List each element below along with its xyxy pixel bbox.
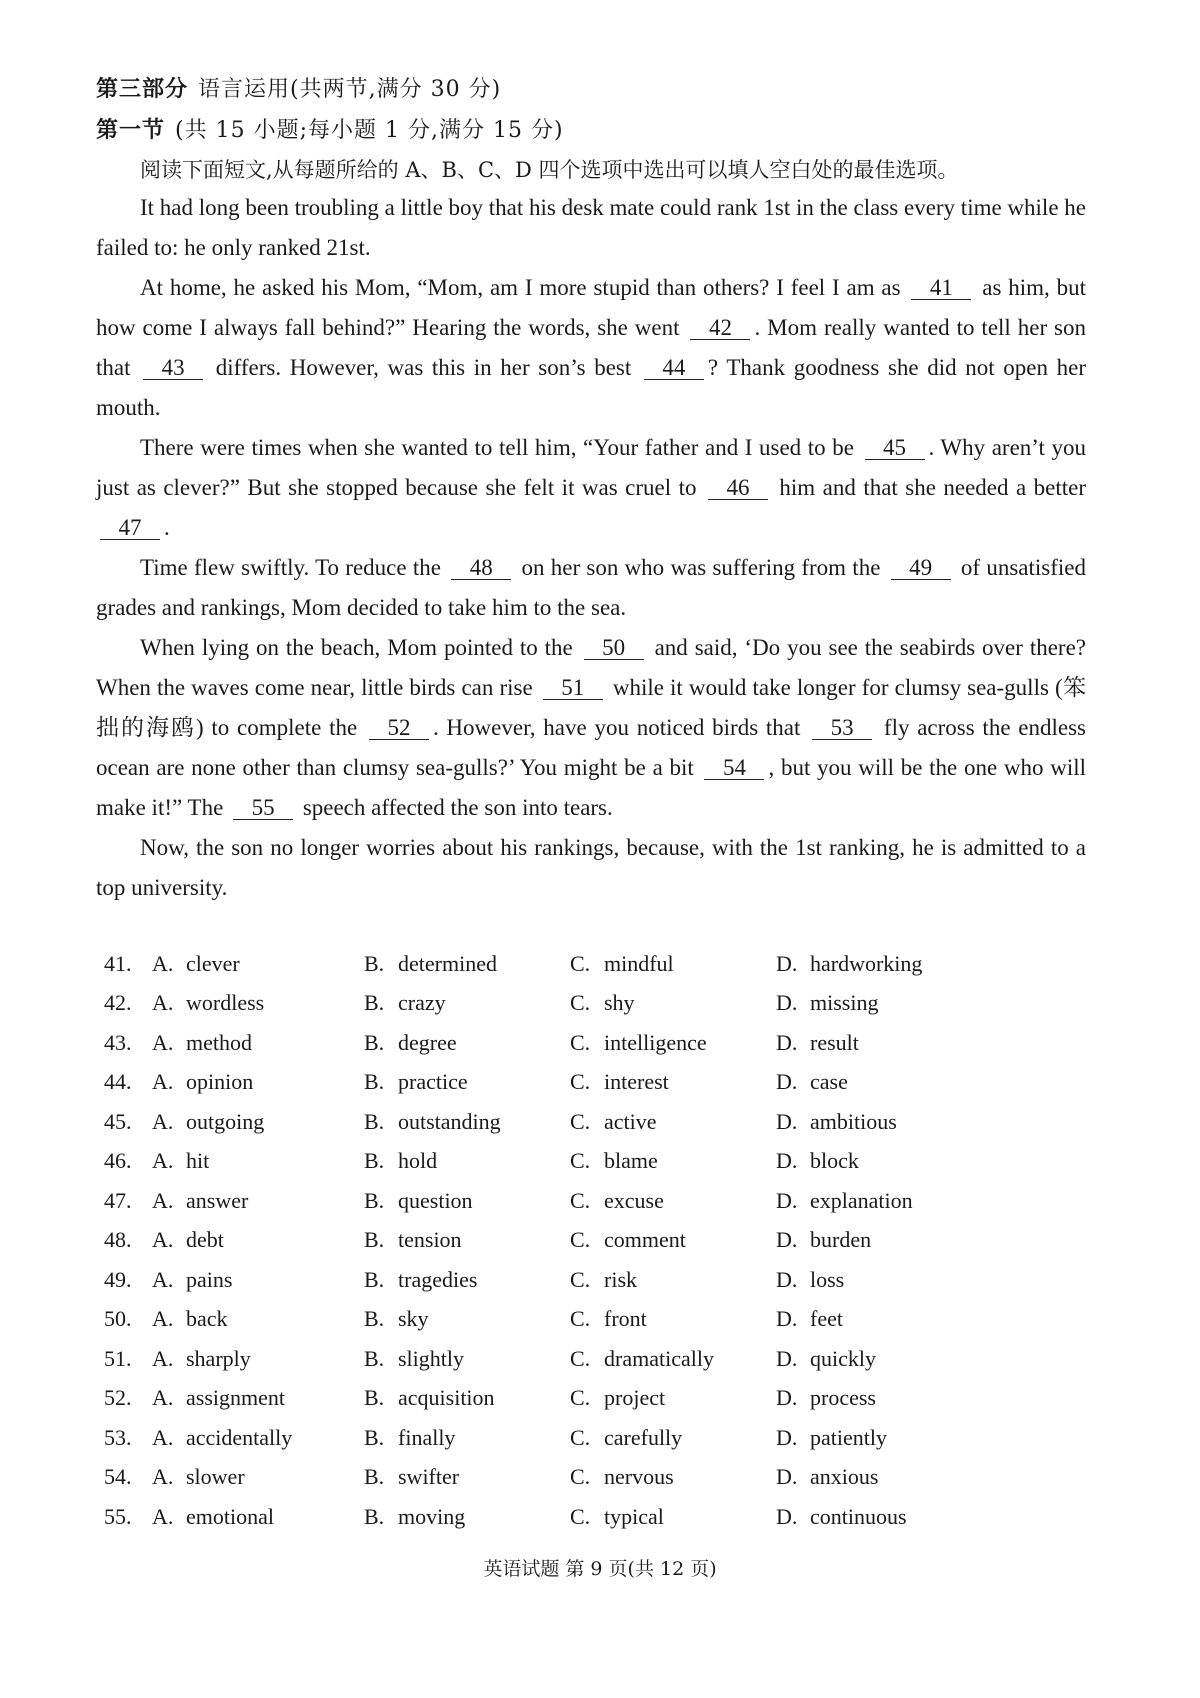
option-word: method [186,1029,252,1055]
option-a [104,951,364,977]
option-word: wordless [186,990,265,1016]
blank-47: 47 [100,517,160,540]
passage-text: Time flew swiftly. To reduce the [140,555,448,580]
question-row-53 [104,1418,1104,1458]
blank-54: 54 [704,757,764,780]
option-word: project [604,1385,666,1411]
option-letter: C. [570,1227,591,1253]
option-a [104,1148,364,1174]
option-letter: B. [364,1227,385,1253]
option-letter: B. [364,1503,385,1529]
passage-text: . [164,515,170,540]
option-c [570,1504,776,1530]
option-c [570,1306,776,1332]
option-word: pains [186,1266,233,1292]
option-word: typical [604,1503,664,1529]
option-b [364,1306,570,1332]
option-b [364,1148,570,1174]
question-number: 54. [104,1464,132,1490]
option-letter: B. [364,1345,385,1371]
option-b [364,1425,570,1451]
option-word: loss [810,1266,845,1292]
option-word: ambitious [810,1108,897,1134]
option-b [364,1030,570,1056]
option-letter: D. [776,950,798,976]
option-word: assignment [186,1385,285,1411]
option-c [570,1188,776,1214]
option-letter: B. [364,1266,385,1292]
passage-paragraph [96,828,1086,908]
option-word: determined [398,950,497,976]
passage-paragraph [96,548,1086,628]
passage-paragraph [96,188,1086,268]
option-word: quickly [810,1345,876,1371]
option-letter: D. [776,1266,798,1292]
option-b [364,1227,570,1253]
option-word: active [604,1108,657,1134]
passage-text: on her son who was suffering from the [515,555,887,580]
option-word: practice [398,1069,468,1095]
option-word: back [186,1306,228,1332]
option-b [364,1069,570,1095]
question-number: 47. [104,1187,132,1213]
option-c [570,1464,776,1490]
passage-paragraph [96,628,1086,828]
option-letter: D. [776,1503,798,1529]
option-letter: A. [152,1266,174,1292]
question-number: 43. [104,1029,132,1055]
passage-paragraph [96,268,1086,428]
option-word: accidentally [186,1424,293,1450]
option-word: acquisition [398,1385,495,1411]
option-a [104,1227,364,1253]
option-d [776,1109,996,1135]
option-letter: D. [776,1187,798,1213]
option-word: moving [398,1503,466,1529]
option-letter: A. [152,1306,174,1332]
option-word: crazy [398,990,446,1016]
option-letter: B. [364,1108,385,1134]
option-letter: B. [364,1187,385,1213]
option-word: anxious [810,1464,879,1490]
option-d [776,1030,996,1056]
cloze-passage [96,188,1086,908]
passage-text: . However, have you noticed birds that [432,715,809,740]
option-letter: A. [152,1029,174,1055]
option-letter: C. [570,1029,591,1055]
passage-text: When lying on the beach, Mom pointed to the [140,635,580,660]
option-word: case [810,1069,848,1095]
option-letter: D. [776,1306,798,1332]
question-number: 46. [104,1148,132,1174]
part-heading [96,72,501,103]
option-word: question [398,1187,473,1213]
option-letter: B. [364,1464,385,1490]
option-d [776,951,996,977]
question-row-46 [104,1142,1104,1182]
question-number: 53. [104,1424,132,1450]
option-word: shy [604,990,635,1016]
option-d [776,1504,996,1530]
blank-49: 49 [891,557,951,580]
option-letter: A. [152,1227,174,1253]
option-c [570,1346,776,1372]
option-letter: A. [152,1345,174,1371]
option-c [570,1148,776,1174]
option-word: blame [604,1148,658,1174]
option-word: tension [398,1227,462,1253]
option-word: continuous [810,1503,907,1529]
option-letter: C. [570,950,591,976]
option-word: explanation [810,1187,913,1213]
option-letter: B. [364,1385,385,1411]
question-row-50 [104,1300,1104,1340]
blank-41: 41 [911,277,971,300]
blank-48: 48 [451,557,511,580]
passage-text: fly across the endless ocean are none other than clumsy sea-gulls?’ You might be a bit [96,715,1086,780]
option-d [776,1188,996,1214]
option-d [776,1227,996,1253]
option-a [104,1385,364,1411]
option-word: intelligence [604,1029,707,1055]
option-d [776,1346,996,1372]
option-b [364,1267,570,1293]
option-letter: C. [570,1385,591,1411]
option-letter: D. [776,1385,798,1411]
option-d [776,1306,996,1332]
question-row-52 [104,1379,1104,1419]
option-letter: C. [570,1345,591,1371]
passage-text: At home, he asked his Mom, “Mom, am I more stupid than others? I feel I am as [140,275,908,300]
question-number: 52. [104,1385,132,1411]
option-letter: A. [152,1108,174,1134]
option-word: slower [186,1464,245,1490]
part-title: 第三部分 [96,76,189,102]
option-d [776,1069,996,1095]
passage-text: . Why aren’t you just as clever?” But she stopped because she felt it was cruel to [96,435,1086,500]
option-c [570,990,776,1016]
option-d [776,1267,996,1293]
option-a [104,1188,364,1214]
blank-53: 53 [812,717,872,740]
option-word: patiently [810,1424,887,1450]
option-letter: D. [776,1108,798,1134]
blank-42: 42 [690,317,750,340]
passage-text: and said, ‘Do you see the seabirds over there? When the waves come near, little birds can rise [96,635,1086,700]
option-letter: A. [152,1503,174,1529]
option-a [104,1346,364,1372]
question-row-42 [104,984,1104,1024]
option-word: carefully [604,1424,683,1450]
option-letter: C. [570,1503,591,1529]
question-number: 45. [104,1108,132,1134]
option-d [776,1425,996,1451]
option-letter: B. [364,1148,385,1174]
option-b [364,1346,570,1372]
question-row-48 [104,1221,1104,1261]
option-letter: B. [364,950,385,976]
question-row-43 [104,1023,1104,1063]
option-letter: C. [570,990,591,1016]
question-row-47 [104,1181,1104,1221]
section-subtitle: (共 15 小题;每小题 1 分,满分 15 分) [175,118,564,143]
passage-text: It had long been troubling a little boy that his desk mate could rank 1st in the class every time while he failed to: he only ranked 21st. [96,195,1086,260]
option-a [104,1109,364,1135]
passage-text: differs. However, was this in her son’s best [207,355,640,380]
option-letter: B. [364,1029,385,1055]
option-letter: A. [152,1187,174,1213]
option-d [776,1464,996,1490]
option-word: hit [186,1148,210,1174]
option-word: sky [398,1306,429,1332]
option-letter: B. [364,1069,385,1095]
option-letter: D. [776,1029,798,1055]
option-c [570,1030,776,1056]
option-d [776,1148,996,1174]
option-word: sharply [186,1345,251,1371]
option-word: comment [604,1227,686,1253]
option-word: outstanding [398,1108,501,1134]
option-letter: A. [152,1069,174,1095]
option-b [364,951,570,977]
blank-50: 50 [584,637,644,660]
option-word: missing [810,990,879,1016]
option-a [104,1030,364,1056]
question-row-54 [104,1458,1104,1498]
option-letter: A. [152,950,174,976]
option-word: hardworking [810,950,923,976]
option-letter: B. [364,1424,385,1450]
option-word: finally [398,1424,456,1450]
passage-text: as him, but how come I always fall behind?” Hearing the words, she went [96,275,1086,340]
option-letter: A. [152,1385,174,1411]
blank-46: 46 [708,477,768,500]
passage-text: while it would take longer for clumsy sea-gulls (笨拙的海鸥) to complete the [96,675,1086,740]
option-word: result [810,1029,859,1055]
option-letter: C. [570,1464,591,1490]
option-a [104,1464,364,1490]
option-letter: A. [152,1148,174,1174]
option-b [364,1504,570,1530]
option-letter: B. [364,1306,385,1332]
question-number: 50. [104,1306,132,1332]
option-word: hold [398,1148,438,1174]
question-number: 44. [104,1069,132,1095]
option-word: emotional [186,1503,274,1529]
question-number: 41. [104,950,132,976]
passage-text: . Mom really wanted to tell her son that [96,315,1087,380]
question-number: 55. [104,1503,132,1529]
option-word: slightly [398,1345,465,1371]
blank-43: 43 [143,357,203,380]
option-b [364,1385,570,1411]
option-letter: A. [152,1424,174,1450]
option-a [104,1425,364,1451]
option-word: interest [604,1069,669,1095]
option-b [364,1109,570,1135]
option-letter: B. [364,990,385,1016]
option-a [104,990,364,1016]
passage-paragraph [96,428,1086,548]
option-word: opinion [186,1069,254,1095]
option-c [570,1267,776,1293]
question-number: 51. [104,1345,132,1371]
option-d [776,1385,996,1411]
option-letter: D. [776,1464,798,1490]
passage-text: of unsatisfied grades and rankings, Mom decided to take him to the sea. [96,555,1086,620]
option-letter: D. [776,1148,798,1174]
option-letter: D. [776,1227,798,1253]
option-d [776,990,996,1016]
options-list [104,944,1104,1537]
option-word: burden [810,1227,872,1253]
blank-51: 51 [543,677,603,700]
section-title: 第一节 [96,117,166,143]
option-letter: D. [776,990,798,1016]
blank-55: 55 [233,797,293,820]
option-c [570,1109,776,1135]
option-word: debt [186,1227,224,1253]
option-c [570,1227,776,1253]
section-heading [96,113,564,144]
option-b [364,990,570,1016]
page-footer: 英语试题 第 9 页(共 12 页) [483,1558,717,1580]
option-letter: D. [776,1069,798,1095]
option-letter: D. [776,1345,798,1371]
question-row-49 [104,1260,1104,1300]
instruction-text: 阅读下面短文,从每题所给的 A、B、C、D 四个选项中选出可以填人空白处的最佳选项。 [140,158,959,182]
option-letter: C. [570,1306,591,1332]
option-word: feet [810,1306,843,1332]
option-letter: C. [570,1148,591,1174]
question-number: 48. [104,1227,132,1253]
option-a [104,1267,364,1293]
option-word: tragedies [398,1266,478,1292]
option-word: block [810,1148,859,1174]
option-word: answer [186,1187,249,1213]
option-word: mindful [604,950,674,976]
blank-52: 52 [369,717,429,740]
blank-45: 45 [865,437,925,460]
option-letter: C. [570,1424,591,1450]
option-c [570,1385,776,1411]
option-word: clever [186,950,240,976]
option-word: excuse [604,1187,664,1213]
option-a [104,1306,364,1332]
question-number: 49. [104,1266,132,1292]
option-a [104,1069,364,1095]
option-letter: C. [570,1069,591,1095]
option-word: nervous [604,1464,674,1490]
option-c [570,1069,776,1095]
question-row-41 [104,944,1104,984]
question-row-55 [104,1497,1104,1537]
option-word: risk [604,1266,637,1292]
option-b [364,1464,570,1490]
option-letter: A. [152,990,174,1016]
question-row-44 [104,1063,1104,1103]
question-row-51 [104,1339,1104,1379]
option-a [104,1504,364,1530]
question-number: 42. [104,990,132,1016]
blank-44: 44 [644,357,704,380]
question-row-45 [104,1102,1104,1142]
passage-text: ? Thank goodness she did not open her mouth. [96,355,1086,420]
option-b [364,1188,570,1214]
option-letter: D. [776,1424,798,1450]
passage-text: There were times when she wanted to tell him, “Your father and I used to be [140,435,861,460]
option-word: outgoing [186,1108,265,1134]
option-word: swifter [398,1464,460,1490]
option-word: dramatically [604,1345,714,1371]
option-word: process [810,1385,876,1411]
passage-text: speech affected the son into tears. [297,795,613,820]
option-letter: C. [570,1187,591,1213]
passage-text: , but you will be the one who will make it!” The [96,755,1086,820]
passage-text: Now, the son no longer worries about his rankings, because, with the 1st ranking, he is admitted to a top university. [96,835,1086,900]
option-word: front [604,1306,647,1332]
option-letter: C. [570,1266,591,1292]
part-subtitle: 语言运用(共两节,满分 30 分) [198,77,502,102]
option-c [570,1425,776,1451]
option-word: degree [398,1029,457,1055]
option-letter: C. [570,1108,591,1134]
option-letter: A. [152,1464,174,1490]
passage-text: him and that she needed a better [771,475,1087,500]
option-c [570,951,776,977]
